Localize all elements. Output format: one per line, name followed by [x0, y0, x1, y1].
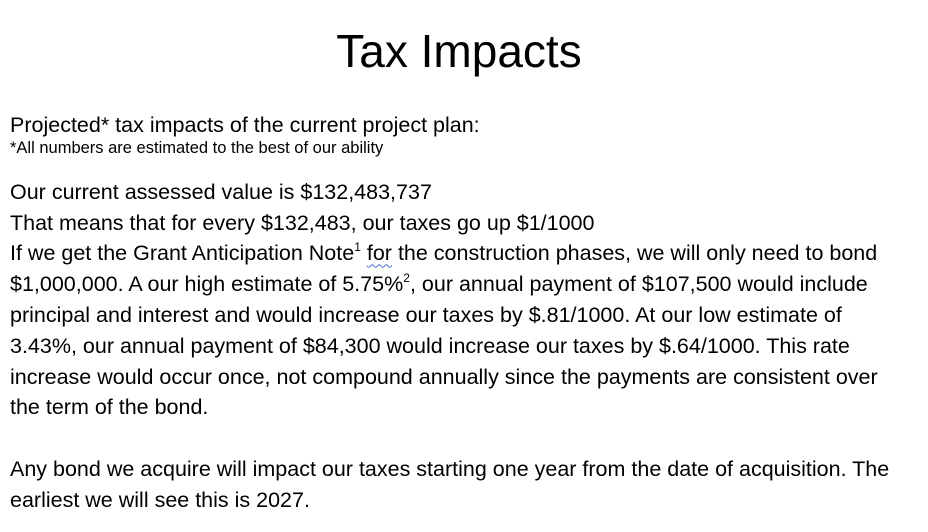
grant-paragraph [10, 238, 910, 423]
tax-rate-line: That means that for every $132,483, our taxes go up $1/1000 [10, 210, 595, 235]
spacer [10, 423, 910, 454]
grant-text-b: the construction phases, we will only need to bond $1,000,000. A our high estimate of 5.75% [10, 241, 878, 297]
intro-heading: Projected* tax impacts of the current project plan: [10, 113, 480, 137]
spacer [10, 158, 910, 177]
footnote-ref-2: 2 [403, 271, 410, 286]
slide-title: Tax Impacts [336, 25, 582, 77]
grant-text-c: , our annual payment of $107,500 would include principal and interest and would increase our taxes by $.81/1000. At our low estimate of 3.43%, our annual payment of $84,300 would increase our taxes by $.64/1000. This rate increase would occur once, not compound annually since the payments are consistent over the term of the bond. [10, 272, 878, 420]
grant-text-a: If we get the Grant Anticipation Note [10, 241, 355, 266]
spellcheck-word[interactable]: for [366, 241, 392, 266]
assessed-value-line: Our current assessed value is $132,483,737 [10, 179, 432, 204]
closing-paragraph: Any bond we acquire will impact our taxes starting one year from the date of acquisition. The earliest we will see this is 2027. [10, 457, 890, 512]
footnote-ref-1: 1 [354, 240, 361, 255]
estimate-footnote: *All numbers are estimated to the best of our ability [10, 138, 384, 157]
slide-body [10, 110, 910, 516]
